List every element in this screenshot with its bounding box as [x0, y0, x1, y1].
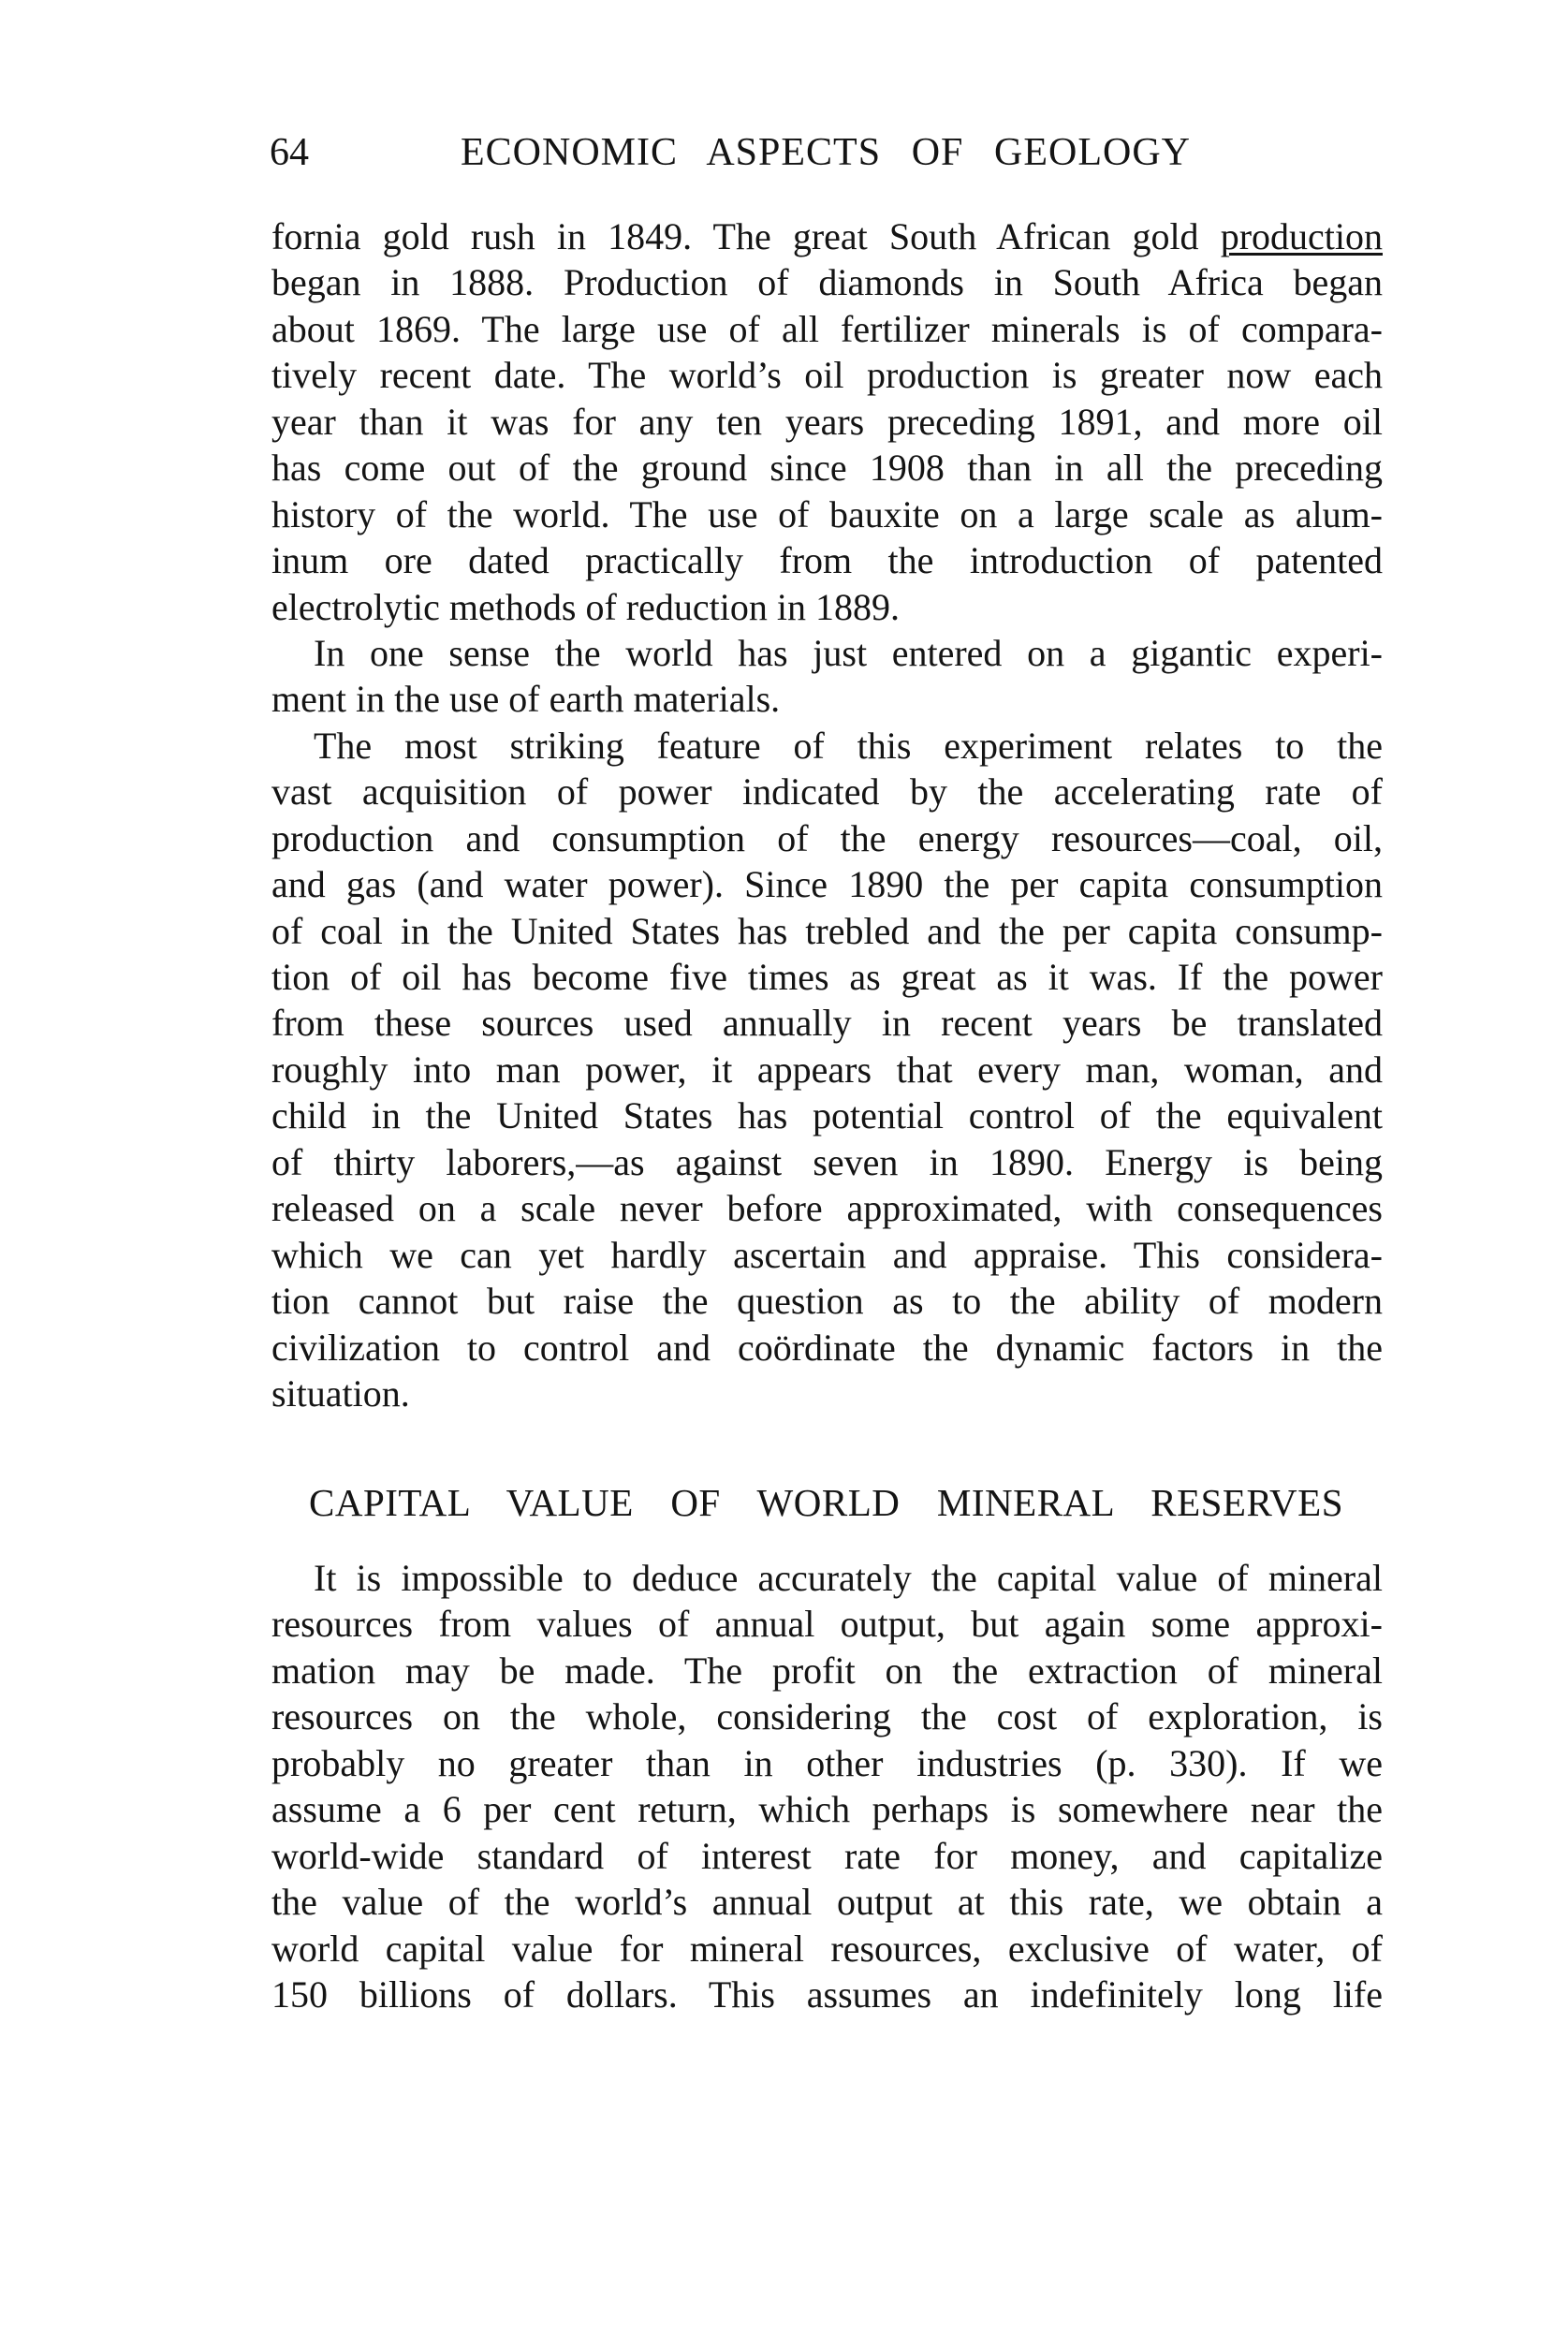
paragraph	[271, 213, 1383, 630]
body-text-section-two	[271, 1555, 1383, 2017]
text-line: world capital value for mineral resources, exclusive of water, of	[271, 1927, 1383, 1970]
text-line: situation.	[271, 1371, 410, 1415]
text-line: electrolytic methods of reduction in 1889.	[271, 585, 900, 628]
text-line: inum ore dated practically from the introduction of patented	[271, 539, 1383, 582]
text-line: of coal in the United States has trebled and the per capita consump-	[271, 909, 1383, 952]
text-line: tion cannot but raise the question as to the ability of modern	[271, 1280, 1383, 1323]
text-line: resources on the whole, considering the cost of exploration, is	[271, 1695, 1383, 1738]
text-line: from these sources used annually in recent years be translated	[271, 1002, 1383, 1045]
page-number: 64	[270, 131, 309, 174]
text-line: has come out of the ground since 1908 than in all the preceding	[271, 447, 1383, 490]
text-line: In one sense the world has just entered on a gigantic experi-	[314, 631, 1383, 674]
body-text-section-one	[271, 213, 1383, 1416]
text-line: world-wide standard of interest rate for money, and capitalize	[271, 1834, 1383, 1877]
text-line: roughly into man power, it appears that every man, woman, and	[271, 1048, 1383, 1091]
paragraph	[271, 723, 1383, 1417]
text-line: civilization to control and coördinate the dynamic factors in the	[271, 1326, 1383, 1369]
text-line: child in the United States has potential control of the equivalent	[271, 1094, 1383, 1137]
text-line: about 1869. The large use of all fertilizer minerals is of compara-	[271, 307, 1383, 350]
text-line: released on a scale never before approximated, with consequences	[271, 1187, 1383, 1230]
text-line: year than it was for any ten years preceding 1891, and more oil	[271, 400, 1383, 443]
text-line: of thirty laborers,—as against seven in 1890. Energy is being	[271, 1140, 1383, 1183]
running-title: ECONOMIC ASPECTS OF GEOLOGY	[461, 131, 1191, 174]
section-heading: CAPITAL VALUE OF WORLD MINERAL RESERVES	[309, 1481, 1343, 1524]
text-line: mation may be made. The profit on the extraction of mineral	[271, 1649, 1383, 1692]
text-line: and gas (and water power). Since 1890 the per capita consumption	[271, 863, 1383, 906]
running-header	[270, 131, 1206, 174]
text-line: vast acquisition of power indicated by the accelerating rate of	[271, 770, 1383, 814]
text-line: production and consumption of the energy resources—coal, oil,	[271, 816, 1383, 859]
text-line: history of the world. The use of bauxite on a large scale as alum-	[271, 492, 1383, 535]
text-line: the value of the world’s annual output at this rate, we obtain a	[271, 1881, 1383, 1924]
text-line: ment in the use of earth materials.	[271, 678, 781, 721]
text-line: 150 billions of dollars. This assumes an indefinitely long life	[271, 1972, 1383, 2016]
text-line: assume a 6 per cent return, which perhaps is somewhere near the	[271, 1788, 1383, 1831]
text-line: tively recent date. The world’s oil production is greater now each	[271, 354, 1383, 397]
text-line: fornia gold rush in 1849. The great South African gold production	[271, 215, 1383, 257]
text-line: resources from values of annual output, but again some approxi-	[271, 1603, 1383, 1646]
underlined-word: production	[1220, 215, 1383, 257]
text-line: It is impossible to deduce accurately the capital value of mineral	[314, 1557, 1383, 1599]
text-line: The most striking feature of this experiment relates to the	[314, 724, 1383, 767]
text-line: began in 1888. Production of diamonds in South Africa began	[271, 261, 1383, 304]
text-line: probably no greater than in other industries (p. 330). If we	[271, 1741, 1383, 1784]
text-line: tion of oil has become five times as great as it was. If the power	[271, 956, 1383, 998]
text-line: which we can yet hardly ascertain and appraise. This considera-	[271, 1233, 1383, 1276]
paragraph	[271, 1555, 1383, 2017]
paragraph	[271, 630, 1383, 723]
